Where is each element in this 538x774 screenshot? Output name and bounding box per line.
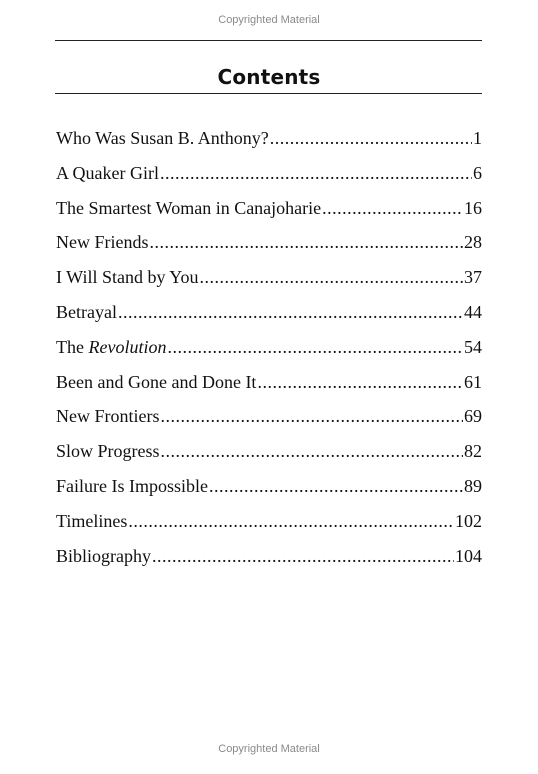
toc-entry-page: 102 bbox=[455, 510, 482, 531]
toc-entry-page: 37 bbox=[464, 267, 482, 288]
toc-entry-title: Been and Gone and Done It bbox=[56, 371, 257, 392]
toc-entry[interactable] bbox=[56, 365, 482, 400]
toc-entry-title: Slow Progress bbox=[56, 441, 160, 462]
toc-entry-page: 89 bbox=[464, 475, 482, 496]
toc-entry[interactable] bbox=[56, 225, 482, 260]
toc-entry[interactable] bbox=[56, 295, 482, 330]
toc-entry[interactable] bbox=[56, 539, 482, 574]
toc-entry-title: I Will Stand by You bbox=[56, 267, 199, 288]
toc-entry[interactable] bbox=[56, 156, 482, 191]
dot-leader bbox=[160, 156, 472, 191]
toc-entry-page: 54 bbox=[464, 336, 482, 357]
dot-leader bbox=[209, 469, 463, 504]
dot-leader bbox=[270, 121, 472, 156]
toc-entry-title: Failure Is Impossible bbox=[56, 475, 208, 496]
toc-entry-page: 6 bbox=[473, 162, 482, 183]
copyright-watermark-bottom: Copyrighted Material bbox=[218, 743, 320, 755]
toc-entry[interactable] bbox=[56, 434, 482, 469]
dot-leader bbox=[128, 504, 454, 539]
toc-entry-title: The Smartest Woman in Canajoharie bbox=[56, 197, 322, 218]
toc-entry-title: A Quaker Girl bbox=[56, 162, 159, 183]
toc-entry-title: Timelines bbox=[56, 510, 128, 531]
toc-entry[interactable] bbox=[56, 191, 482, 226]
toc-entry-page: 69 bbox=[464, 406, 482, 427]
toc-entry-title: The Revolution bbox=[56, 336, 167, 357]
toc-entry[interactable] bbox=[56, 260, 482, 295]
toc-entry[interactable] bbox=[56, 330, 482, 365]
toc-entry-title: New Friends bbox=[56, 232, 149, 253]
dot-leader bbox=[167, 330, 463, 365]
toc-entry-page: 16 bbox=[464, 197, 482, 218]
toc-entry-title: Who Was Susan B. Anthony? bbox=[56, 128, 269, 148]
dot-leader bbox=[118, 295, 463, 330]
toc-entry-title: New Frontiers bbox=[56, 406, 160, 427]
table-of-contents bbox=[56, 121, 482, 573]
dot-leader bbox=[160, 399, 463, 434]
toc-entry[interactable] bbox=[56, 504, 482, 539]
toc-entry-title: Betrayal bbox=[56, 301, 117, 322]
header-top-rule bbox=[55, 40, 482, 41]
dot-leader bbox=[152, 539, 454, 574]
toc-entry[interactable] bbox=[56, 121, 482, 156]
dot-leader bbox=[322, 191, 463, 226]
toc-entry-page: 1 bbox=[473, 128, 482, 148]
copyright-watermark-top: Copyrighted Material bbox=[218, 14, 320, 26]
toc-entry-page: 61 bbox=[464, 371, 482, 392]
toc-entry-page: 44 bbox=[464, 301, 482, 322]
dot-leader bbox=[161, 434, 463, 469]
toc-entry[interactable] bbox=[56, 399, 482, 434]
dot-leader bbox=[257, 365, 463, 400]
page-title: Contents bbox=[217, 65, 321, 90]
header-bottom-rule bbox=[55, 93, 482, 94]
toc-entry-page: 104 bbox=[455, 545, 482, 566]
dot-leader bbox=[150, 225, 464, 260]
toc-entry-title: Bibliography bbox=[56, 545, 151, 566]
toc-entry-page: 82 bbox=[464, 441, 482, 462]
dot-leader bbox=[199, 260, 463, 295]
toc-entry-page: 28 bbox=[464, 232, 482, 253]
toc-entry[interactable] bbox=[56, 469, 482, 504]
